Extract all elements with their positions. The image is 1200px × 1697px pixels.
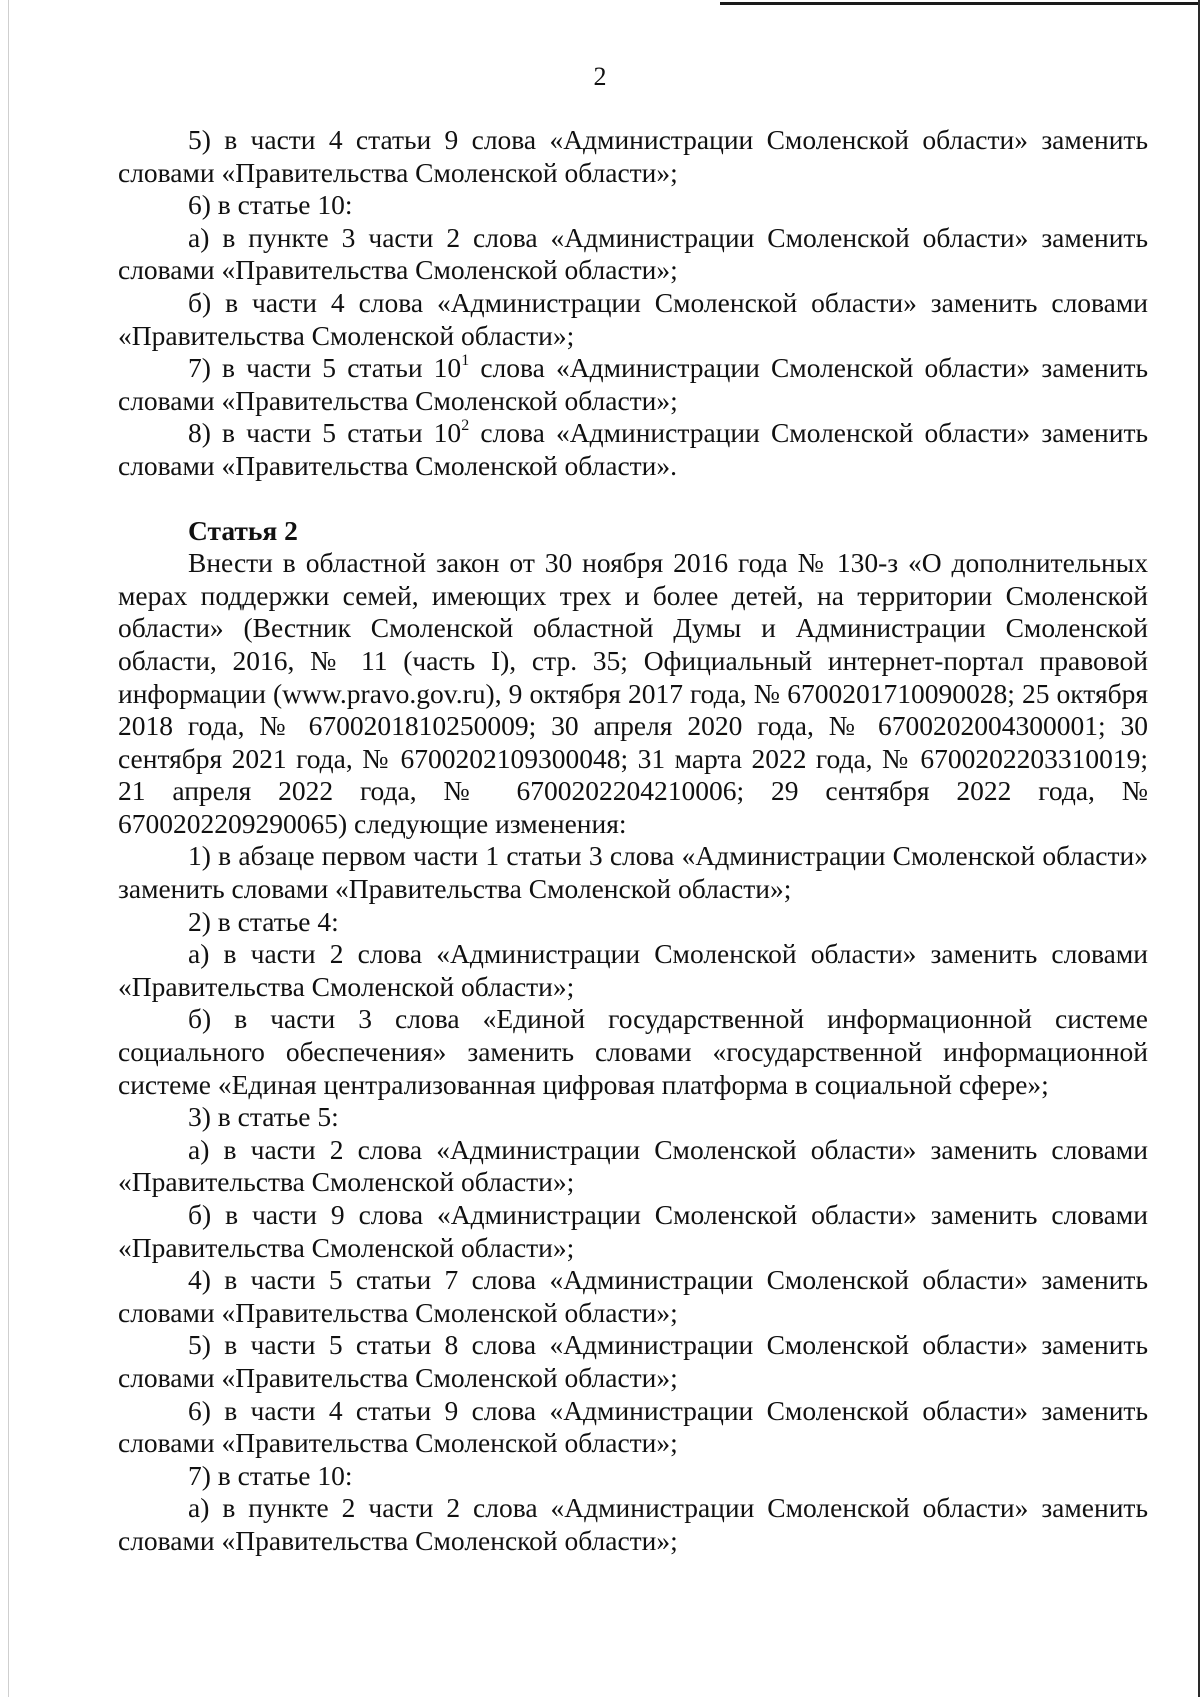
article-2-item-7a: а) в пункте 2 части 2 слова «Администрации Смоленской области» заменить словами «Правительства Смоленской области»; — [118, 1492, 1148, 1556]
article-2-item-6: 6) в части 4 статьи 9 слова «Администрации Смоленской области» заменить словами «Правительства Смоленской области»; — [118, 1394, 1148, 1459]
article-2-title: Статья 2 — [188, 514, 298, 546]
article-2-item-7: 7) в статье 10: — [188, 1459, 353, 1491]
article-2-item-1: 1) в абзаце первом части 1 статьи 3 слова «Администрации Смоленской области» заменить словами «Правительства Смоленской области»; — [118, 840, 1148, 905]
item-8-suffix: слова «Администрации Смоленской области» заменить словами «Правительства Смоленской области». — [118, 417, 1149, 481]
article-2-item-2b: б) в части 3 слова «Единой государственной информационной системе социального обеспечения» заменить словами «государственной информационной системе «Единая централизованная цифровая платформа в социальной сфере»; — [118, 1003, 1148, 1100]
article-2-item-3a: а) в части 2 слова «Администрации Смоленской области» заменить словами «Правительства Смоленской области»; — [118, 1133, 1148, 1198]
item-7-superscript: 1 — [461, 352, 470, 370]
document-body — [118, 124, 1148, 1558]
article-2-item-5: 5) в части 5 статьи 8 слова «Администрации Смоленской области» заменить словами «Правительства Смоленской области»; — [118, 1329, 1148, 1393]
paragraph-item-8 — [118, 417, 1148, 482]
article-2-item-2a: а) в части 2 слова «Администрации Смоленской области» заменить словами «Правительства Смоленской области»; — [118, 938, 1148, 1002]
item-8-superscript: 2 — [461, 417, 470, 435]
item-8-prefix: 8) в части 5 статьи 10 — [188, 417, 462, 449]
item-7-suffix: слова «Администрации Смоленской области» заменить словами «Правительства Смоленской области»; — [118, 352, 1149, 416]
scan-edge-top — [720, 2, 1200, 5]
item-7-prefix: 7) в части 5 статьи 10 — [188, 352, 462, 384]
scan-edge-left — [8, 0, 9, 1697]
page-number: 2 — [593, 62, 607, 91]
article-2-item-3b: б) в части 9 слова «Администрации Смоленской области» заменить словами «Правительства Смоленской области»; — [118, 1199, 1148, 1263]
paragraph-item-6: 6) в статье 10: — [188, 189, 353, 221]
article-2-item-3: 3) в статье 5: — [188, 1101, 339, 1133]
paragraph-item-5: 5) в части 4 статьи 9 слова «Администрации Смоленской области» заменить словами «Правительства Смоленской области»; — [118, 124, 1148, 188]
article-2-item-4: 4) в части 5 статьи 7 слова «Администрации Смоленской области» заменить словами «Правительства Смоленской области»; — [118, 1264, 1148, 1328]
paragraph-item-6a: а) в пункте 3 части 2 слова «Администрации Смоленской области» заменить словами «Правительства Смоленской области»; — [118, 221, 1148, 286]
paragraph-item-6b: б) в части 4 слова «Администрации Смоленской области» заменить словами «Правительства Смоленской области»; — [118, 286, 1148, 351]
article-2-intro: Внести в областной закон от 30 ноября 2016 года № 130-з «О дополнительных мерах поддержки семей, имеющих трех и более детей, на территории Смоленской области» (Вестник Смоленской областной Думы и Администрации Смоленской области, 2016, № 11 (часть I), стр. 35; Официальный интернет-портал правовой информации (www.pravo.gov.ru), 9 октября 2017 года, № 6700201710090028; 25 октября 2018 года, № 6700201810250009; 30 апреля 2020 года, № 6700202004300001; 30 сентября 2021 года, № 6700202109300048; 31 марта 2022 года, № 6700202203310019; 21 апреля 2022 года, № 6700202204210006; 29 сентября 2022 года, № 6700202209290065) следующие изменения: — [118, 547, 1148, 839]
article-2-item-2: 2) в статье 4: — [188, 905, 339, 937]
paragraph-item-7 — [118, 352, 1148, 417]
